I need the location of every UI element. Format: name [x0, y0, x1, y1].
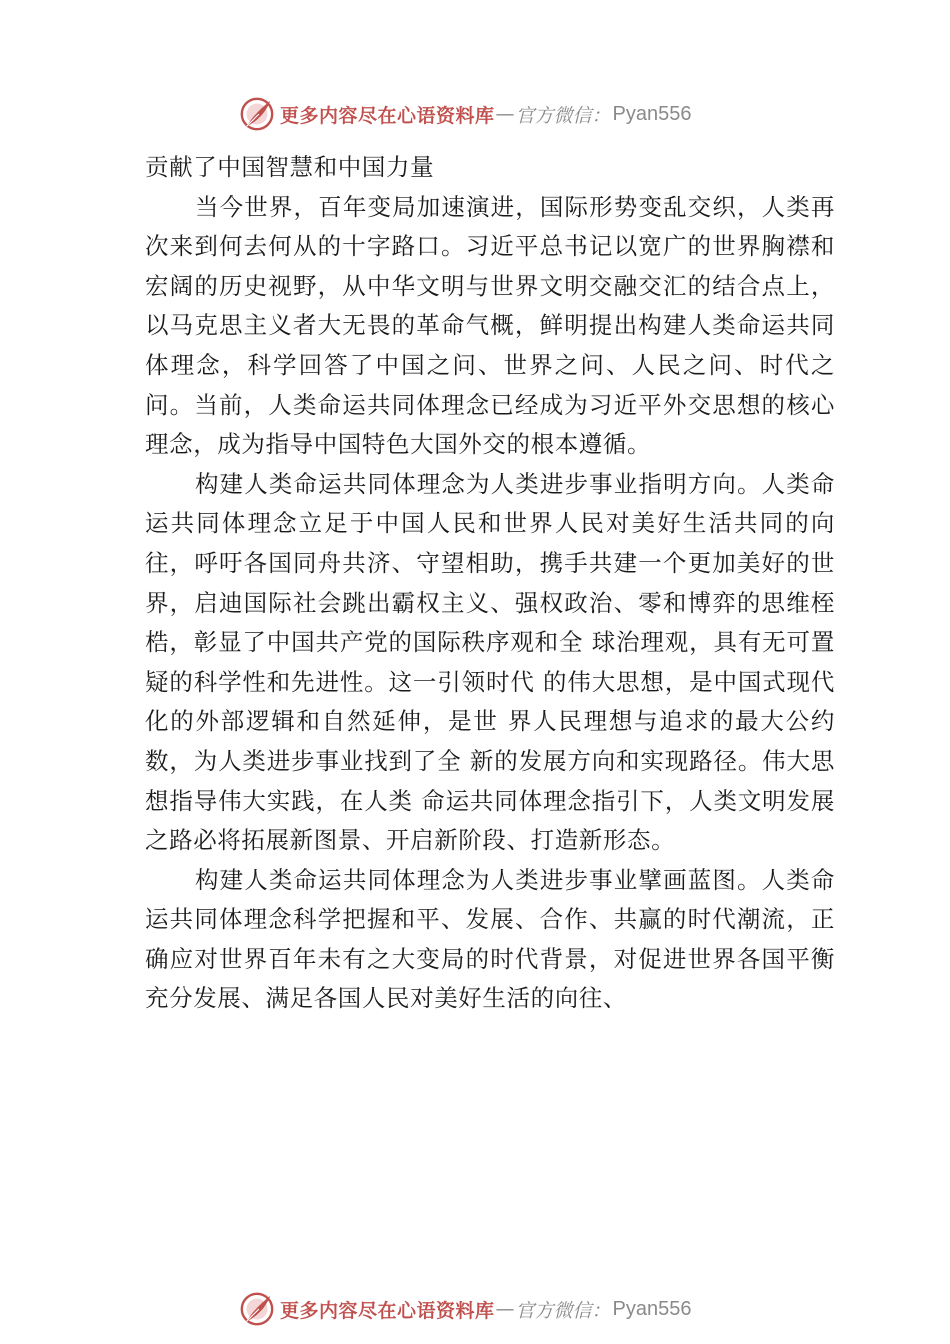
separator: — [495, 103, 515, 125]
quill-logo-icon [238, 95, 276, 133]
quill-logo-icon [238, 1290, 276, 1328]
paragraph: 构建人类命运共同体理念为人类进步事业指明方向。人类命运共同体理念立足于中国人民和世界人民对美好生活共同的向往，呼吁各国同舟共济、守望相助，携手共建一个更加美好的世界，启迪国际社会跳出霸权主义、强权政治、零和博弈的思维桎梏，彰显了中国共产党的国际秩序观和全 球治理观，具有无可置疑的科学性和先进性。这一引领时代 的伟大思想，是中国式现代化的外部逻辑和自然延伸，是世 界人民理想与追求的最大公约数，为人类进步事业找到了全 新的发展方向和实现路径。伟大思想指导伟大实践，在人类 命运共同体理念指引下，人类文明发展之路必将拓展新图景、开启新阶段、打造新形态。 [145, 469, 835, 855]
wechat-label: 官方微信： [515, 104, 611, 127]
wechat-label: 官方微信： [515, 1299, 611, 1322]
paragraph-continued: 贡献了中国智慧和中国力量 [145, 153, 435, 181]
header-banner [238, 94, 692, 134]
brand-text: 更多内容尽在心语资料库 [280, 1299, 495, 1322]
document-body [145, 148, 835, 1019]
paragraph: 当今世界，百年变局加速演进，国际形势变乱交织，人类再次来到何去何从的十字路口。习近平总书记以宽广的世界胸襟和宏阔的历史视野，从中华文明与世界文明交融交汇的结合点上，以马克思主义者大无畏的革命气概，鲜明提出构建人类命运共同体理念，科学回答了中国之问、世界之问、人民之问、时代之问。当前，人类命运共同体理念已经成为习近平外交思想的核心理念，成为指导中国特色大国外交的根本遵循。 [145, 192, 835, 459]
wechat-id: Pyan556 [612, 102, 692, 125]
separator: — [495, 1298, 515, 1320]
brand-text: 更多内容尽在心语资料库 [280, 104, 495, 127]
paragraph: 构建人类命运共同体理念为人类进步事业擘画蓝图。人类命运共同体理念科学把握和平、发展、合作、共赢的时代潮流，正确应对世界百年未有之大变局的时代背景，对促进世界各国平衡充分发展、满足各国人民对美好生活的向往、 [145, 865, 835, 1013]
footer-banner [238, 1289, 692, 1329]
wechat-id: Pyan556 [612, 1297, 692, 1320]
